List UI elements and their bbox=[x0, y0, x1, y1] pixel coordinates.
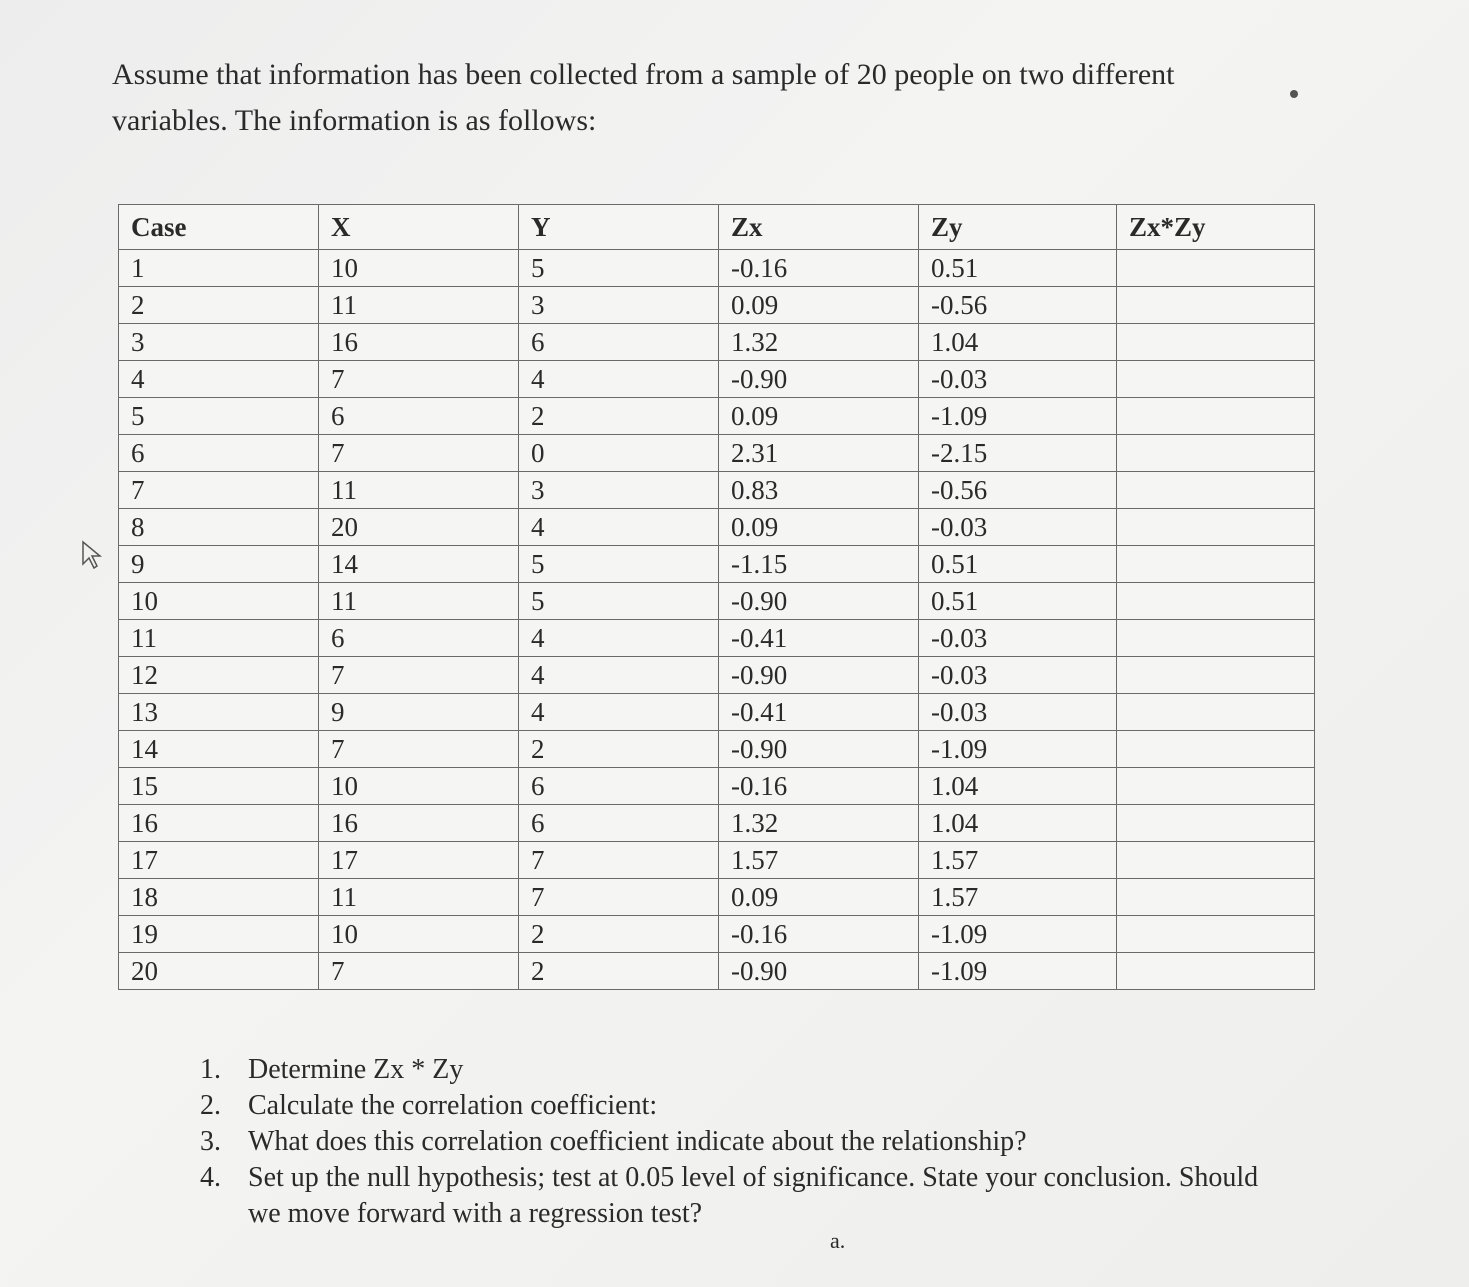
table-cell: 5 bbox=[119, 398, 319, 435]
table-cell: 1.04 bbox=[919, 768, 1117, 805]
column-header: Zx*Zy bbox=[1117, 205, 1315, 250]
table-row bbox=[119, 250, 1315, 287]
table-cell: -0.90 bbox=[719, 361, 919, 398]
table-cell: 12 bbox=[119, 657, 319, 694]
table-cell bbox=[1117, 398, 1315, 435]
table-cell: 7 bbox=[519, 842, 719, 879]
table-cell: 2 bbox=[519, 731, 719, 768]
question-list bbox=[200, 1052, 1260, 1232]
table-cell: 6 bbox=[519, 768, 719, 805]
cursor-icon bbox=[80, 540, 104, 570]
table-row bbox=[119, 916, 1315, 953]
table-row bbox=[119, 953, 1315, 990]
table-cell: 4 bbox=[519, 509, 719, 546]
question-text: Determine Zx * Zy bbox=[248, 1054, 464, 1085]
table-cell: 11 bbox=[319, 472, 519, 509]
table-cell: -0.16 bbox=[719, 250, 919, 287]
table-cell: 1 bbox=[119, 250, 319, 287]
table-cell: 7 bbox=[319, 435, 519, 472]
data-table bbox=[118, 204, 1315, 990]
table-cell: 4 bbox=[119, 361, 319, 398]
table-cell bbox=[1117, 805, 1315, 842]
table-row bbox=[119, 805, 1315, 842]
table-cell: -0.90 bbox=[719, 583, 919, 620]
table-cell: 11 bbox=[319, 287, 519, 324]
column-header: Zx bbox=[719, 205, 919, 250]
intro-line-2: variables. The information is as follows: bbox=[112, 104, 597, 137]
table-cell: 2 bbox=[519, 398, 719, 435]
table-cell: -1.09 bbox=[919, 731, 1117, 768]
table-cell: 11 bbox=[319, 583, 519, 620]
table-cell: 1.57 bbox=[919, 842, 1117, 879]
table-cell: 7 bbox=[319, 953, 519, 990]
table-row bbox=[119, 657, 1315, 694]
table-cell: 5 bbox=[519, 583, 719, 620]
table-cell: 5 bbox=[519, 250, 719, 287]
table-cell bbox=[1117, 842, 1315, 879]
table-cell: 6 bbox=[119, 435, 319, 472]
table-body bbox=[119, 250, 1315, 990]
table-cell: 17 bbox=[119, 842, 319, 879]
table-cell: 2 bbox=[519, 916, 719, 953]
table-cell: -0.90 bbox=[719, 953, 919, 990]
table-row bbox=[119, 694, 1315, 731]
table-cell: 1.04 bbox=[919, 324, 1117, 361]
table-row bbox=[119, 879, 1315, 916]
question-item bbox=[200, 1160, 1260, 1232]
table-cell: 1.32 bbox=[719, 324, 919, 361]
table-cell: 10 bbox=[119, 583, 319, 620]
column-header: Zy bbox=[919, 205, 1117, 250]
table-cell: 7 bbox=[319, 361, 519, 398]
table-cell bbox=[1117, 620, 1315, 657]
table-cell: 6 bbox=[319, 620, 519, 657]
table-cell bbox=[1117, 657, 1315, 694]
intro-line-1: Assume that information has been collected from a sample of 20 people on two different bbox=[112, 58, 1175, 91]
table-cell: -0.03 bbox=[919, 361, 1117, 398]
table-cell bbox=[1117, 287, 1315, 324]
table-cell: 6 bbox=[519, 324, 719, 361]
table-cell: 19 bbox=[119, 916, 319, 953]
answer-label: a. bbox=[830, 1228, 846, 1253]
table-cell: -0.16 bbox=[719, 916, 919, 953]
question-item bbox=[200, 1124, 1260, 1160]
table-cell: 7 bbox=[319, 731, 519, 768]
table-cell bbox=[1117, 324, 1315, 361]
table-cell: 20 bbox=[119, 953, 319, 990]
stray-mark bbox=[1290, 90, 1298, 98]
table-cell: 4 bbox=[519, 694, 719, 731]
table-header-row bbox=[119, 205, 1315, 250]
table-cell: 4 bbox=[519, 620, 719, 657]
table-cell bbox=[1117, 879, 1315, 916]
table-row bbox=[119, 472, 1315, 509]
table-cell: 9 bbox=[119, 546, 319, 583]
table-cell bbox=[1117, 953, 1315, 990]
table-row bbox=[119, 620, 1315, 657]
table-cell bbox=[1117, 731, 1315, 768]
table-row bbox=[119, 842, 1315, 879]
table-cell: 4 bbox=[519, 361, 719, 398]
table-cell bbox=[1117, 509, 1315, 546]
table-cell: -0.56 bbox=[919, 287, 1117, 324]
table-cell: -0.41 bbox=[719, 620, 919, 657]
table-cell: 0.09 bbox=[719, 287, 919, 324]
table-cell: 18 bbox=[119, 879, 319, 916]
table-cell: -0.03 bbox=[919, 694, 1117, 731]
table-cell: 0 bbox=[519, 435, 719, 472]
table-cell: 5 bbox=[519, 546, 719, 583]
table-row bbox=[119, 546, 1315, 583]
table-row bbox=[119, 731, 1315, 768]
table-cell: -0.16 bbox=[719, 768, 919, 805]
table-cell: 0.83 bbox=[719, 472, 919, 509]
question-text: Calculate the correlation coefficient: bbox=[248, 1090, 658, 1121]
table-cell: 2 bbox=[119, 287, 319, 324]
table-cell: 7 bbox=[319, 657, 519, 694]
table-cell bbox=[1117, 435, 1315, 472]
table-cell: 13 bbox=[119, 694, 319, 731]
table-cell: 1.57 bbox=[719, 842, 919, 879]
table-cell: -0.03 bbox=[919, 657, 1117, 694]
question-number: 4. bbox=[200, 1162, 221, 1193]
table-cell: 0.09 bbox=[719, 879, 919, 916]
table-cell: 10 bbox=[319, 768, 519, 805]
intro-paragraph bbox=[112, 52, 1232, 144]
table-cell: 17 bbox=[319, 842, 519, 879]
table-cell: 7 bbox=[119, 472, 319, 509]
table-cell: 0.51 bbox=[919, 583, 1117, 620]
table-cell bbox=[1117, 546, 1315, 583]
table-row bbox=[119, 287, 1315, 324]
table-cell: 14 bbox=[119, 731, 319, 768]
table-cell: 0.51 bbox=[919, 250, 1117, 287]
table-cell bbox=[1117, 583, 1315, 620]
table-cell: 0.09 bbox=[719, 509, 919, 546]
question-number: 2. bbox=[200, 1090, 221, 1121]
table-cell: 3 bbox=[119, 324, 319, 361]
table-cell: 16 bbox=[319, 324, 519, 361]
table-row bbox=[119, 509, 1315, 546]
table-row bbox=[119, 324, 1315, 361]
table-cell: 20 bbox=[319, 509, 519, 546]
question-number: 3. bbox=[200, 1126, 221, 1157]
table-cell: 15 bbox=[119, 768, 319, 805]
table-row bbox=[119, 361, 1315, 398]
table-cell: 1.32 bbox=[719, 805, 919, 842]
column-header: Y bbox=[519, 205, 719, 250]
table-cell: 3 bbox=[519, 287, 719, 324]
table-cell: -1.09 bbox=[919, 398, 1117, 435]
table-cell: 11 bbox=[119, 620, 319, 657]
table-cell bbox=[1117, 250, 1315, 287]
table-row bbox=[119, 435, 1315, 472]
table-cell: 3 bbox=[519, 472, 719, 509]
table-cell: -0.41 bbox=[719, 694, 919, 731]
question-text: Set up the null hypothesis; test at 0.05 level of significance. State your conclusion. Should we move forward with a regression test? bbox=[248, 1162, 1259, 1229]
table-cell: -0.90 bbox=[719, 731, 919, 768]
table-cell: -1.09 bbox=[919, 953, 1117, 990]
table-cell: 4 bbox=[519, 657, 719, 694]
table-cell: 10 bbox=[319, 916, 519, 953]
table-cell bbox=[1117, 361, 1315, 398]
table-cell: 16 bbox=[119, 805, 319, 842]
column-header: X bbox=[319, 205, 519, 250]
question-item bbox=[200, 1088, 1260, 1124]
table-cell: 2.31 bbox=[719, 435, 919, 472]
table-cell bbox=[1117, 768, 1315, 805]
table-cell: 8 bbox=[119, 509, 319, 546]
question-text: What does this correlation coefficient indicate about the relationship? bbox=[248, 1126, 1027, 1157]
table-cell: 11 bbox=[319, 879, 519, 916]
question-number: 1. bbox=[200, 1054, 221, 1085]
table-cell: 6 bbox=[519, 805, 719, 842]
table-row bbox=[119, 398, 1315, 435]
table-cell: 7 bbox=[519, 879, 719, 916]
table-cell bbox=[1117, 472, 1315, 509]
table-cell: -0.56 bbox=[919, 472, 1117, 509]
table-row bbox=[119, 768, 1315, 805]
data-table-wrapper bbox=[118, 204, 1314, 990]
table-cell: -0.90 bbox=[719, 657, 919, 694]
table-cell: -1.15 bbox=[719, 546, 919, 583]
table-cell: -1.09 bbox=[919, 916, 1117, 953]
table-cell: 0.51 bbox=[919, 546, 1117, 583]
column-header: Case bbox=[119, 205, 319, 250]
table-cell: -0.03 bbox=[919, 620, 1117, 657]
table-cell: 10 bbox=[319, 250, 519, 287]
table-cell: 14 bbox=[319, 546, 519, 583]
table-cell: -0.03 bbox=[919, 509, 1117, 546]
table-cell: 16 bbox=[319, 805, 519, 842]
table-cell: 1.04 bbox=[919, 805, 1117, 842]
table-cell: 9 bbox=[319, 694, 519, 731]
table-row bbox=[119, 583, 1315, 620]
table-cell: -2.15 bbox=[919, 435, 1117, 472]
table-cell: 6 bbox=[319, 398, 519, 435]
question-item bbox=[200, 1052, 1260, 1088]
table-cell bbox=[1117, 916, 1315, 953]
table-cell: 1.57 bbox=[919, 879, 1117, 916]
table-cell bbox=[1117, 694, 1315, 731]
table-cell: 2 bbox=[519, 953, 719, 990]
table-cell: 0.09 bbox=[719, 398, 919, 435]
